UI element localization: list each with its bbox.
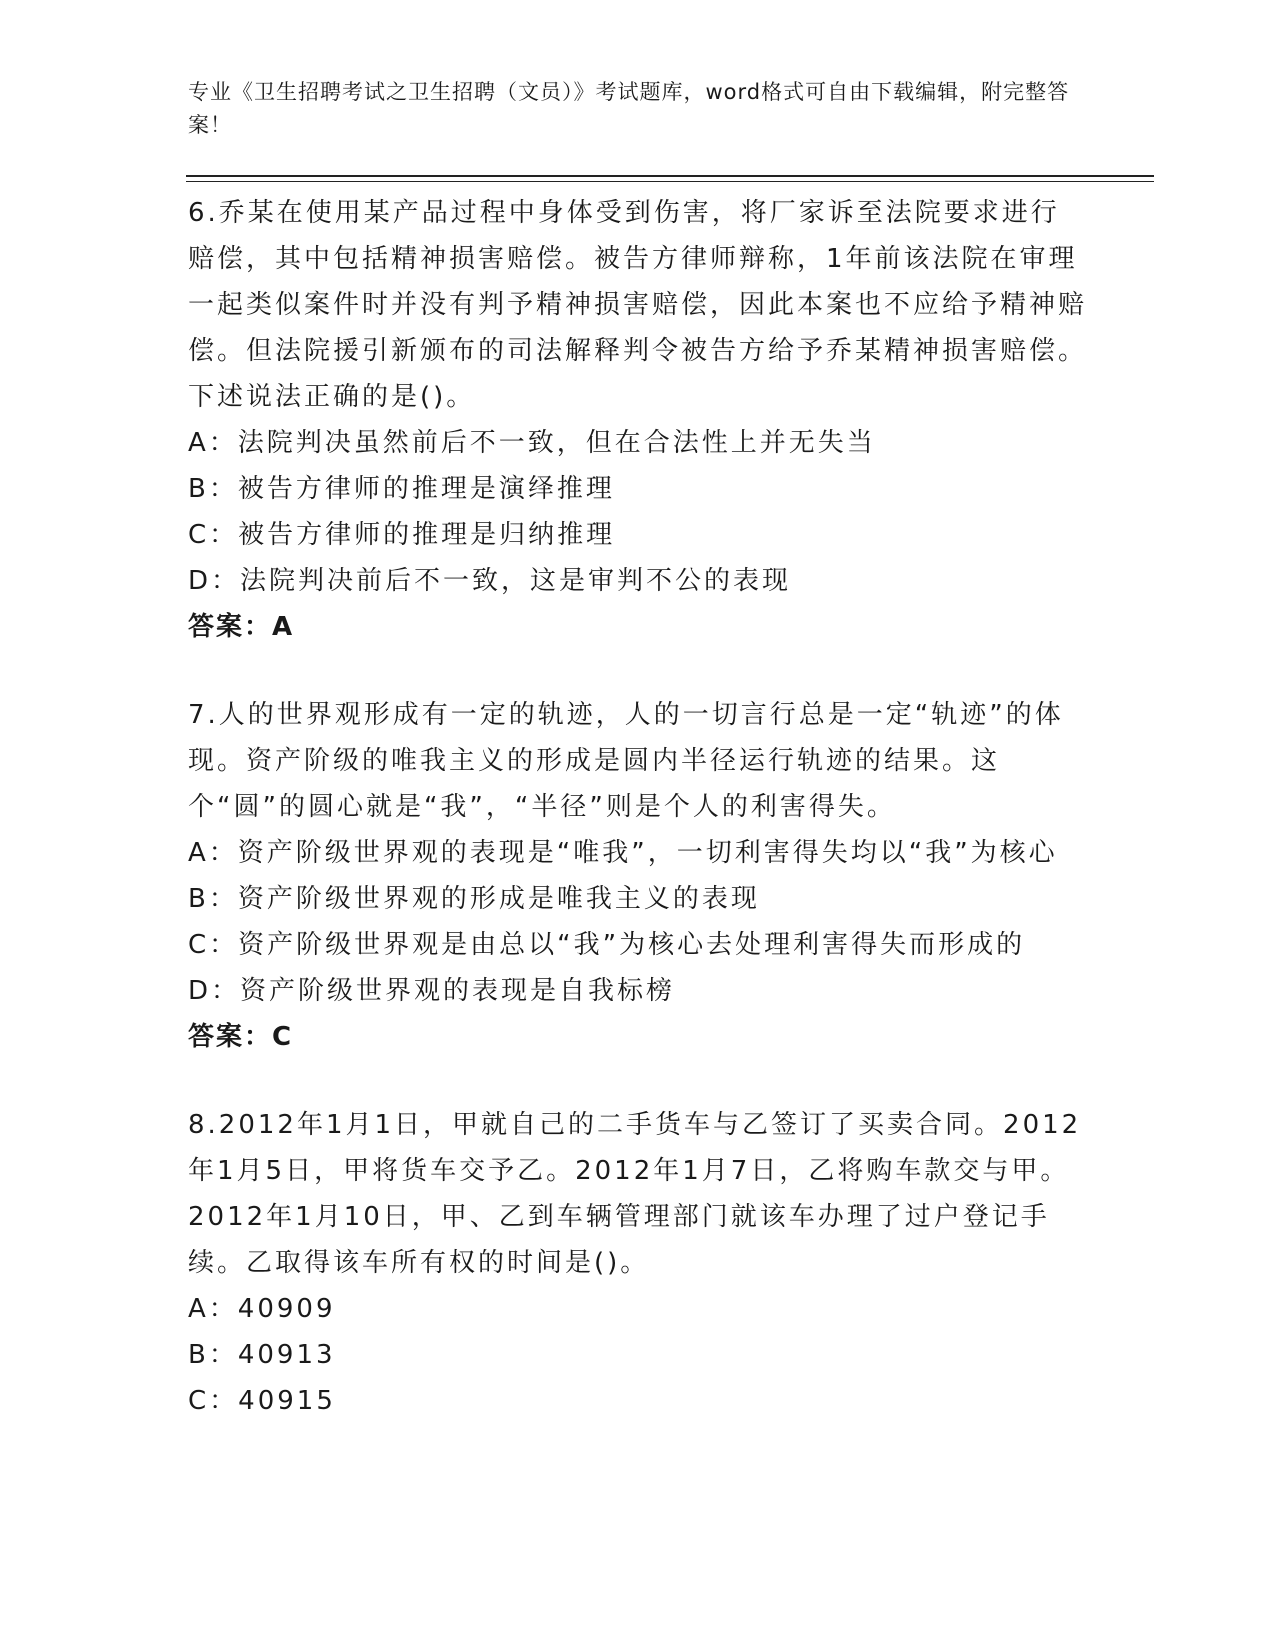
option-c: C：资产阶级世界观是由总以“我”为核心去处理利害得失而形成的	[188, 930, 1026, 960]
option-b: B：资产阶级世界观的形成是唯我主义的表现	[188, 884, 760, 914]
question-8	[188, 1102, 1088, 1424]
question-stem: 6.乔某在使用某产品过程中身体受到伤害，将厂家诉至法院要求进行赔偿，其中包括精神损害赔偿。被告方律师辩称，1年前该法院在审理一起类似案件时并没有判予精神损害赔偿，因此本案也不应给予精神赔偿。但法院援引新颁布的司法解释判令被告方给予乔某精神损害赔偿。下述说法正确的是()。	[188, 198, 1088, 412]
question-stem: 7.人的世界观形成有一定的轨迹，人的一切言行总是一定“轨迹”的体现。资产阶级的唯我主义的形成是圆内半径运行轨迹的结果。这个“圆”的圆心就是“我”，“半径”则是个人的利害得失。	[188, 700, 1064, 822]
spacer	[188, 1060, 1088, 1102]
answer-line: 答案：A	[188, 612, 295, 642]
answer-line: 答案：C	[188, 1022, 294, 1052]
option-b: B：被告方律师的推理是演绎推理	[188, 474, 615, 504]
question-stem: 8.2012年1月1日，甲就自己的二手货车与乙签订了买卖合同。2012年1月5日，甲将货车交予乙。2012年1月7日，乙将购车款交与甲。2012年1月10日，甲、乙到车辆管理部门就该车办理了过户登记手续。乙取得该车所有权的时间是()。	[188, 1110, 1082, 1278]
option-a: A：法院判决虽然前后不一致，但在合法性上并无失当	[188, 428, 876, 458]
option-c: C：40915	[188, 1386, 336, 1416]
option-a: A：40909	[188, 1294, 336, 1324]
header-divider-thin	[186, 181, 1154, 182]
question-7	[188, 692, 1088, 1060]
page-header: 专业《卫生招聘考试之卫生招聘（文员）》考试题库，word格式可自由下载编辑，附完整答案！	[188, 80, 1070, 137]
spacer	[188, 650, 1088, 692]
option-d: D：法院判决前后不一致，这是审判不公的表现	[188, 566, 792, 596]
option-b: B：40913	[188, 1340, 336, 1370]
option-a: A：资产阶级世界观的表现是“唯我”，一切利害得失均以“我”为核心	[188, 838, 1058, 868]
header-divider-thick	[186, 175, 1154, 177]
option-c: C：被告方律师的推理是归纳推理	[188, 520, 616, 550]
question-6	[188, 190, 1088, 650]
question-list	[188, 190, 1088, 1424]
option-d: D：资产阶级世界观的表现是自我标榜	[188, 976, 676, 1006]
